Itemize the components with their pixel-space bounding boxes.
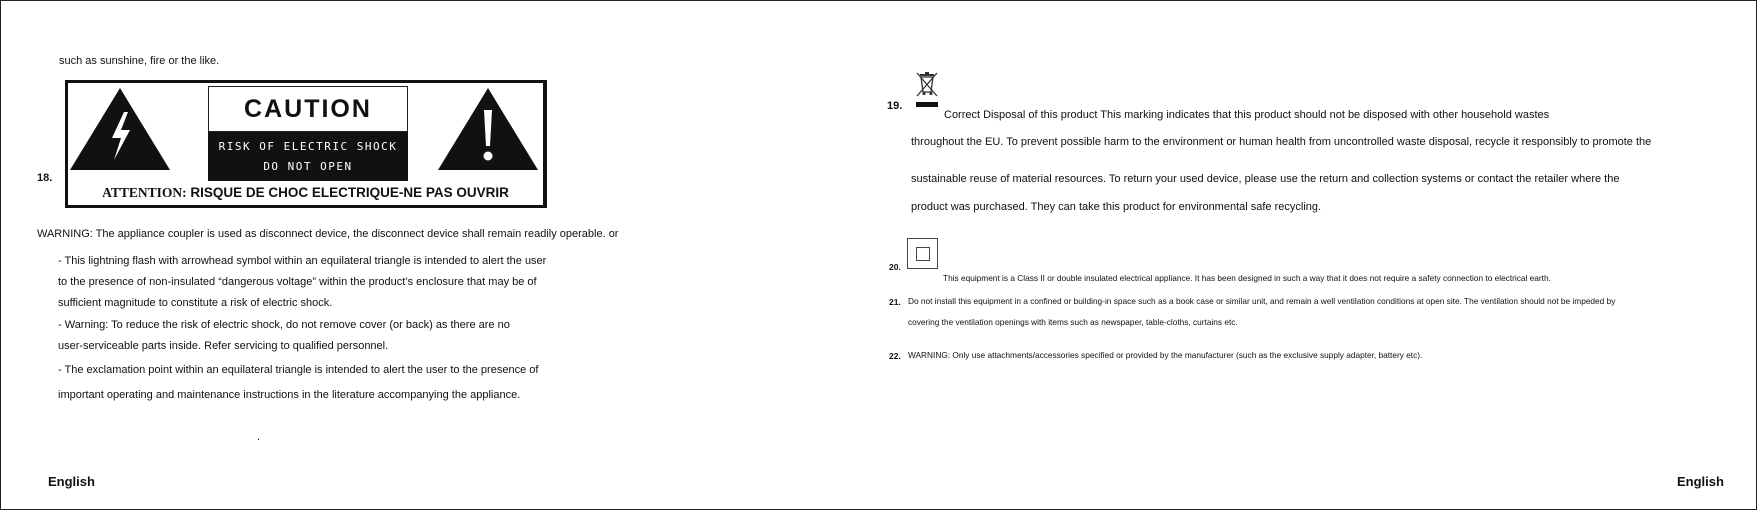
item-19-line-4: product was purchased. They can take this product for environmental safe recycling. — [911, 201, 1322, 213]
footer-language-right: English — [1677, 474, 1724, 489]
crossed-bin-icon — [914, 70, 940, 108]
caution-title: CAUTION — [208, 86, 408, 132]
bullet-line-4: - Warning: To reduce the risk of electric shock, do not remove cover (or back) as there are no — [58, 319, 510, 331]
item-18-number: 18. — [37, 172, 53, 184]
bullet-line-6: - The exclamation point within an equilateral triangle is intended to alert the user to the presence of — [58, 364, 539, 376]
caution-warning-panel — [208, 132, 408, 181]
item-21-line-2: covering the ventilation openings with items such as newspaper, table-cloths, curtains etc. — [908, 317, 1238, 327]
item-20-number: 20. — [889, 262, 901, 272]
top-line: such as sunshine, fire or the like. — [59, 55, 220, 67]
attention-text: RISQUE DE CHOC ELECTRIQUE-NE PAS OUVRIR — [190, 185, 509, 200]
item-21-number: 21. — [889, 297, 901, 307]
caution-line-1: RISK OF ELECTRIC SHOCK — [218, 139, 398, 153]
warning-line: WARNING: The appliance coupler is used as disconnect device, the disconnect device shall remain readily operable. or — [37, 228, 619, 240]
bullet-line-5: user-serviceable parts inside. Refer servicing to qualified personnel. — [58, 340, 389, 352]
item-19-number: 19. — [887, 100, 903, 112]
attention-line — [68, 185, 543, 201]
caution-box — [208, 86, 408, 181]
item-19-line-2: throughout the EU. To prevent possible harm to the environment or human health from uncontrolled waste disposal, recycle it responsibly to promote the — [911, 136, 1652, 148]
caution-line-2: DO NOT OPEN — [263, 159, 353, 173]
item-22-text: WARNING: Only use attachments/accessories specified or provided by the manufacturer (such as the exclusive supply adapter, battery etc). — [908, 350, 1423, 360]
bullet-line-2: to the presence of non-insulated “dangerous voltage” within the product’s enclosure that may be of — [58, 276, 537, 288]
double-square-icon — [907, 238, 938, 269]
item-19-line-3: sustainable reuse of material resources. To return your used device, please use the return and collection systems or contact the retailer where the — [911, 173, 1620, 185]
exclamation-triangle-icon — [436, 86, 540, 172]
item-21-line-1: Do not install this equipment in a confined or building-in space such as a book case or similar unit, and remain a well ventilation conditions at open site. The ventilation should not be impeded by — [908, 296, 1616, 306]
attention-prefix: ATTENTION: — [102, 185, 187, 200]
footer-language-left: English — [48, 474, 95, 489]
bullet-line-3: sufficient magnitude to constitute a risk of electric shock. — [58, 297, 333, 309]
bullet-line-7: important operating and maintenance instructions in the literature accompanying the appliance. — [58, 389, 521, 401]
item-20-text: This equipment is a Class II or double insulated electrical appliance. It has been designed in such a way that it does not require a safety connection to electrical earth. — [943, 273, 1551, 283]
item-19-line-1: Correct Disposal of this product This marking indicates that this product should not be disposed with other household wastes — [944, 109, 1550, 121]
bullet-line-1: - This lightning flash with arrowhead symbol within an equilateral triangle is intended to alert the user — [58, 255, 547, 267]
lightning-triangle-icon — [68, 86, 172, 172]
item-22-number: 22. — [889, 351, 901, 361]
stray-dot: . — [257, 431, 261, 443]
caution-label — [65, 80, 547, 208]
